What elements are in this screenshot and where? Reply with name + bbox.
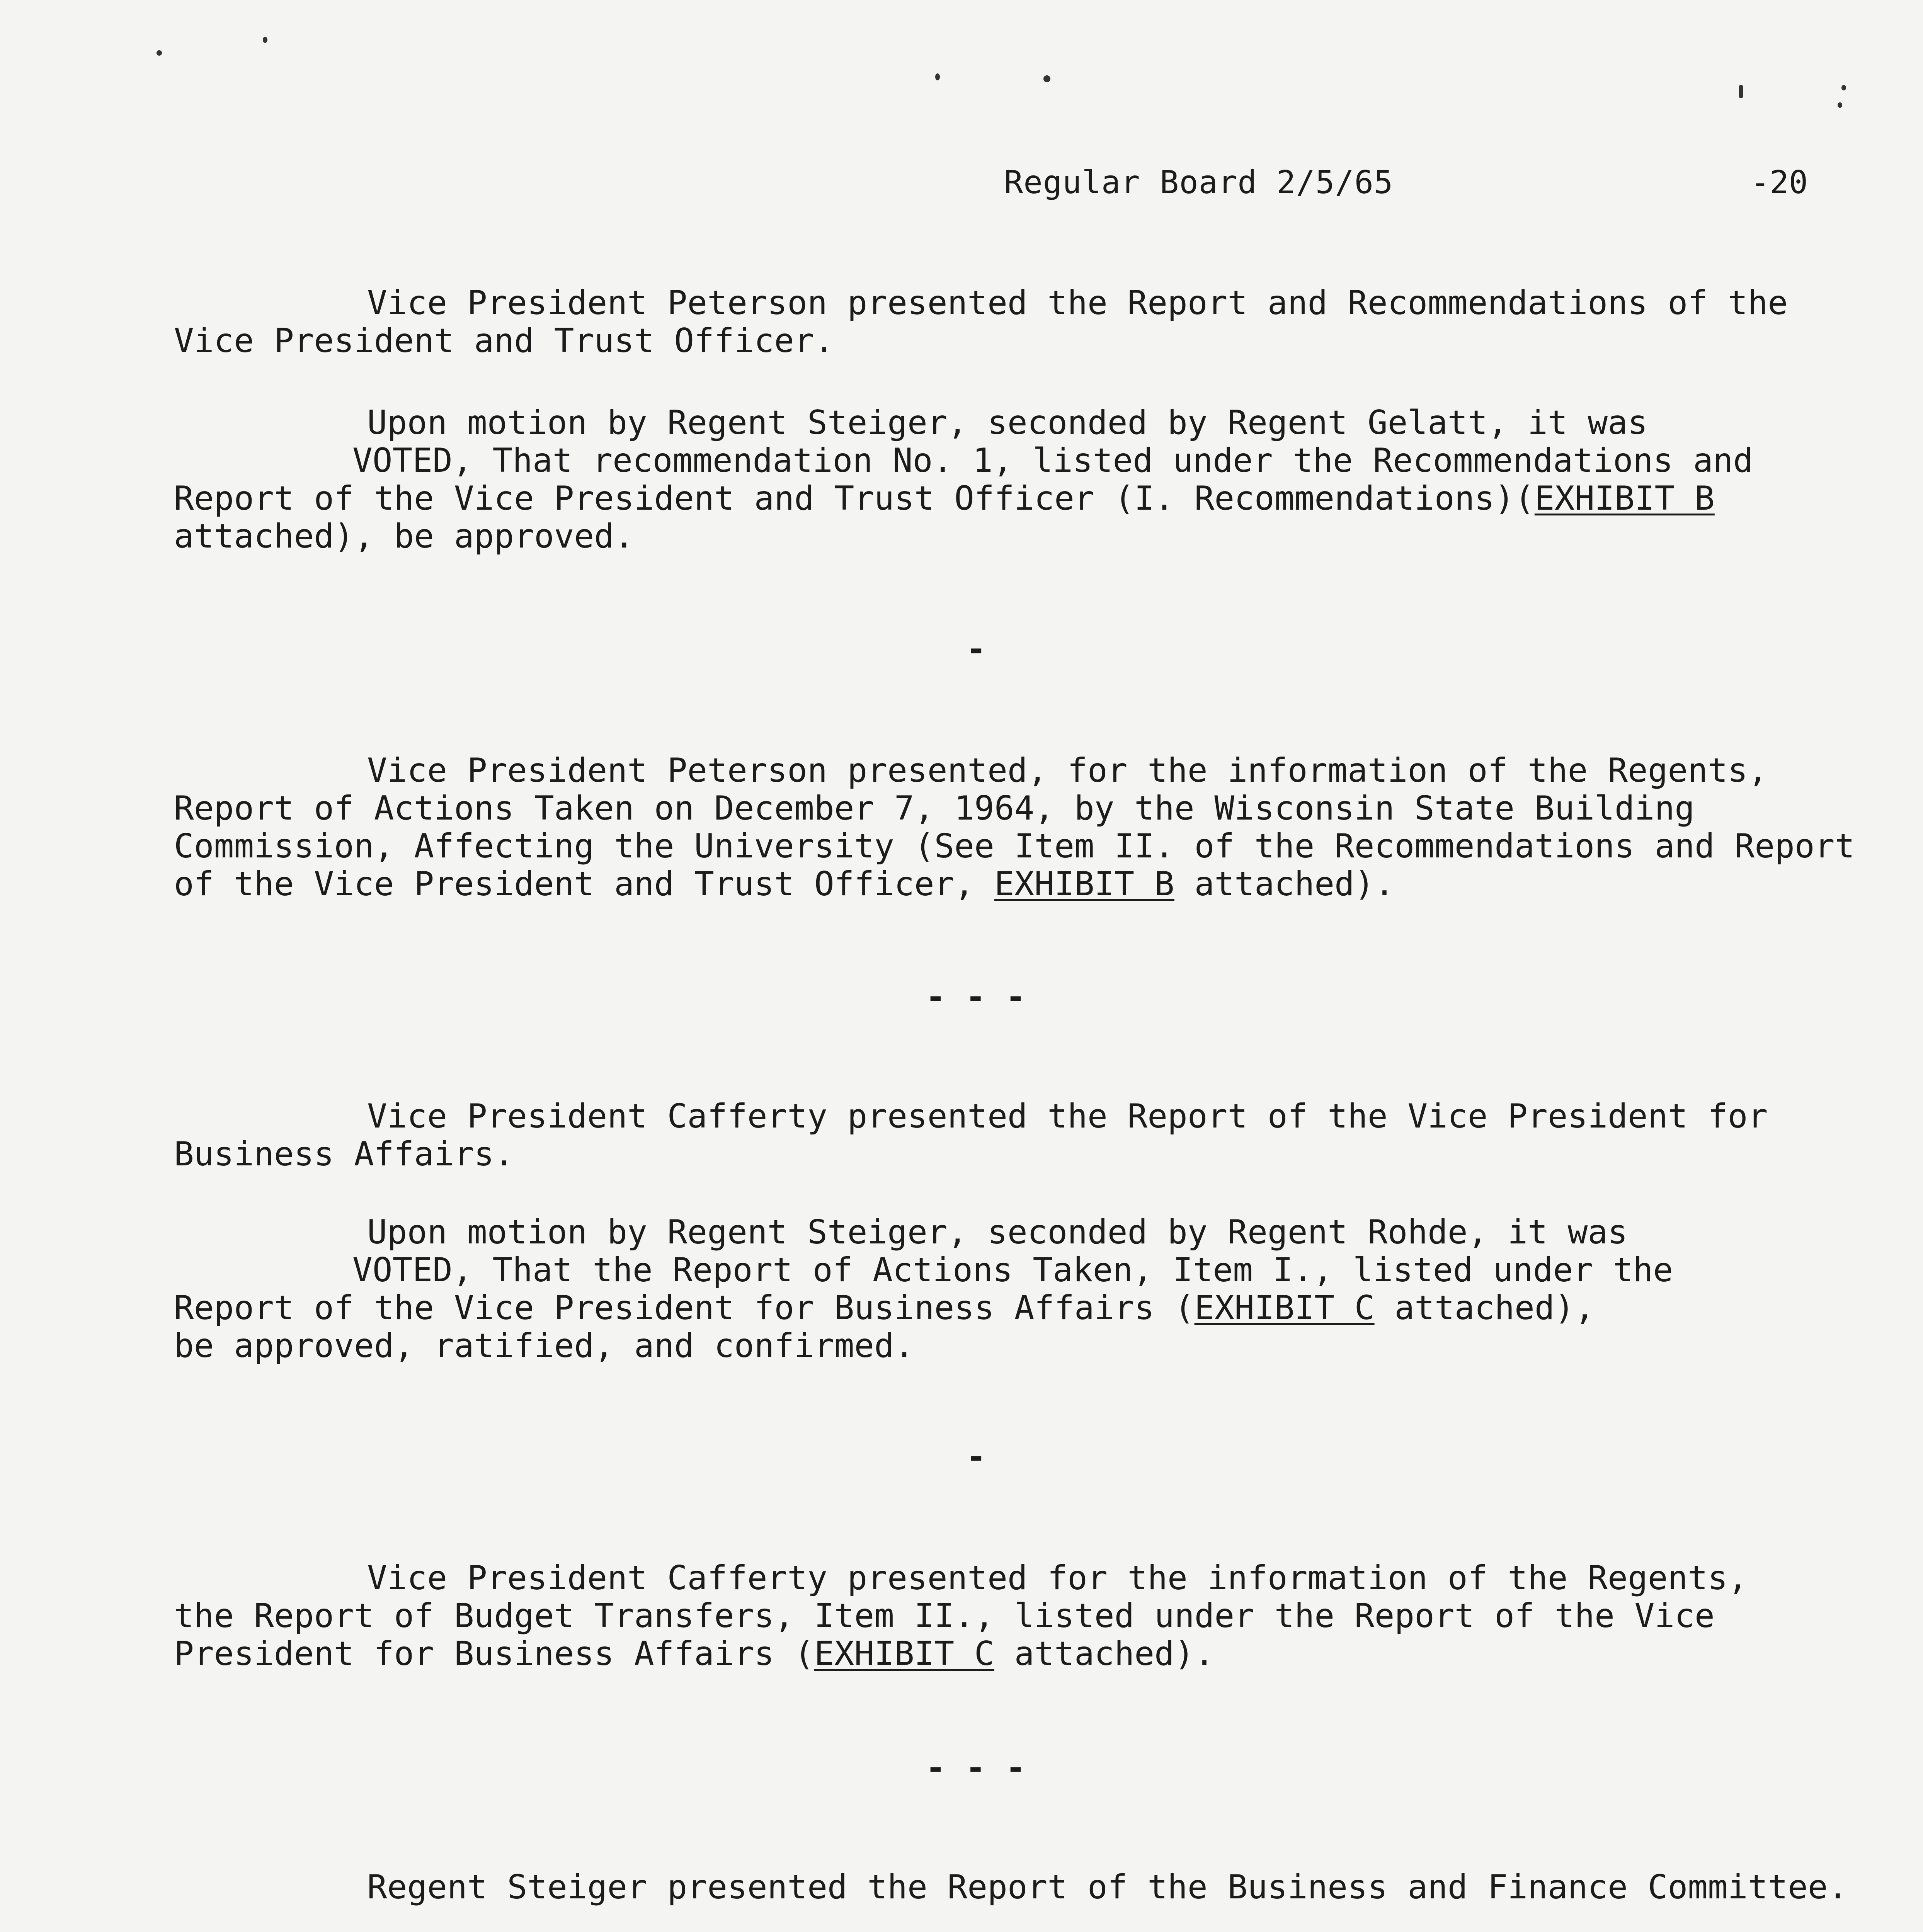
text-line: of the Vice President and Trust Officer, EXHIBIT B attached).: [174, 865, 1395, 903]
text-line: President for Business Affairs (EXHIBIT C attached).: [174, 1634, 1215, 1673]
text-line: Business Affairs.: [174, 1135, 514, 1173]
exhibit-b-reference: EXHIBIT B: [994, 865, 1174, 903]
text-line: Upon motion by Regent Steiger, seconded by Regent Rohde, it was: [367, 1213, 1628, 1252]
section-separator: -: [966, 1437, 986, 1476]
text-line: the Report of Budget Transfers, Item II., listed under the Report of the Vice: [174, 1597, 1715, 1635]
header-title: Regular Board 2/5/65: [1004, 164, 1394, 201]
exhibit-b-reference: EXHIBIT B: [1534, 479, 1715, 518]
text-line: be approved, ratified, and confirmed.: [174, 1327, 914, 1365]
paragraph-budget-transfers: [174, 1559, 1748, 1673]
scan-speck: [157, 50, 162, 56]
text-line: Report of the Vice President and Trust Officer (I. Recommendations)(EXHIBIT B: [174, 479, 1715, 518]
text-line: Vice President Cafferty presented for the information of the Regents,: [367, 1559, 1748, 1597]
exhibit-c-reference: EXHIBIT C: [1194, 1289, 1375, 1327]
text-line: VOTED, That recommendation No. 1, listed under the Recommendations and: [352, 441, 1753, 480]
paragraph-motion-gelatt: [174, 404, 1753, 555]
text-line: Regent Steiger presented the Report of the Business and Finance Committee.: [367, 1868, 1848, 1906]
text-line: Report of the Vice President for Business Affairs (EXHIBIT C attached),: [174, 1289, 1595, 1327]
text-line: Commission, Affecting the University (See Item II. of the Recommendations and Report: [174, 827, 1855, 866]
header-page-ref: -20: [1751, 164, 1808, 201]
scan-speck: [1739, 85, 1743, 98]
text-line: Vice President Peterson presented the Report and Recommendations of the: [367, 284, 1788, 322]
paragraph-finance-committee: [174, 1868, 1848, 1906]
paragraph-building-commission: [174, 752, 1855, 903]
scan-speck: [1838, 102, 1842, 108]
text-line: attached), be approved.: [174, 517, 634, 556]
scan-speck: [1841, 85, 1846, 90]
text-line: Report of Actions Taken on December 7, 1964, by the Wisconsin State Building: [174, 789, 1695, 828]
text-line: Vice President Cafferty presented the Report of the Vice President for: [367, 1097, 1768, 1136]
scan-speck: [935, 73, 940, 80]
paragraph-motion-rohde: [174, 1213, 1673, 1365]
paragraph-peterson-report: [174, 284, 1788, 360]
text-line: Vice President Peterson presented, for the information of the Regents,: [367, 751, 1768, 790]
text-line: Vice President and Trust Officer.: [174, 321, 834, 360]
section-separator: -: [966, 630, 986, 668]
paragraph-cafferty-report: [174, 1097, 1768, 1173]
scan-speck: [263, 37, 267, 43]
text-line: Upon motion by Regent Steiger, seconded by Regent Gelatt, it was: [367, 403, 1648, 442]
exhibit-c-reference: EXHIBIT C: [814, 1634, 994, 1673]
section-separator: - - -: [926, 978, 1026, 1016]
text-line: VOTED, That the Report of Actions Taken, Item I., listed under the: [352, 1251, 1673, 1289]
scan-speck: [1043, 75, 1050, 82]
section-separator: - - -: [926, 1748, 1026, 1787]
